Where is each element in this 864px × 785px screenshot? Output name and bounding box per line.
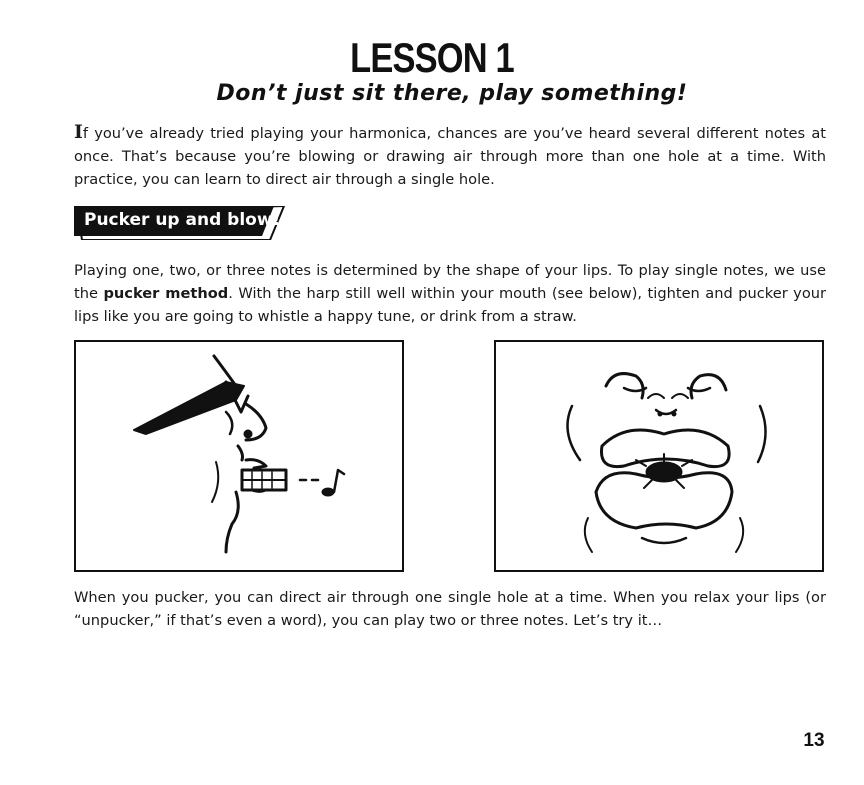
- page-number: 13: [803, 730, 825, 751]
- pucker-method-term: pucker method: [103, 285, 229, 302]
- intro-text: f you’ve already tried playing your harmonica, chances are you’ve heard several different notes at once. That’s because you’re blowing or drawing air through more than one hole at a time. With practice, you can learn to direct air through a single hole.: [74, 125, 826, 188]
- lesson-subtitle: Don’t just sit there, play something!: [216, 81, 688, 106]
- section-text-before: Playing one, two, or three notes is determined by the shape of your lips. To play single notes, we use the: [74, 262, 826, 302]
- front-puckered-lips-icon: [496, 342, 822, 570]
- intro-paragraph: [74, 121, 826, 191]
- illustration-side-profile: [74, 340, 404, 572]
- section-text-after: . With the harp still well within your mouth (see below), tighten and pucker your lips like you are going to whistle a happy tune, or drink from a straw.: [74, 285, 826, 325]
- illustration-front-lips: [494, 340, 824, 572]
- closing-paragraph: When you pucker, you can direct air through one single hole at a time. When you relax your lips (or “unpucker,” if that’s even a word), you can play two or three notes. Let’s try it…: [74, 589, 826, 629]
- section-paragraph: [74, 259, 826, 328]
- section-heading: Pucker up and blow!: [84, 210, 281, 230]
- section-heading-banner: [74, 206, 286, 240]
- side-profile-playing-harmonica-icon: [76, 342, 402, 570]
- lesson-title: LESSON 1: [350, 34, 514, 81]
- intro-dropcap: I: [74, 121, 83, 143]
